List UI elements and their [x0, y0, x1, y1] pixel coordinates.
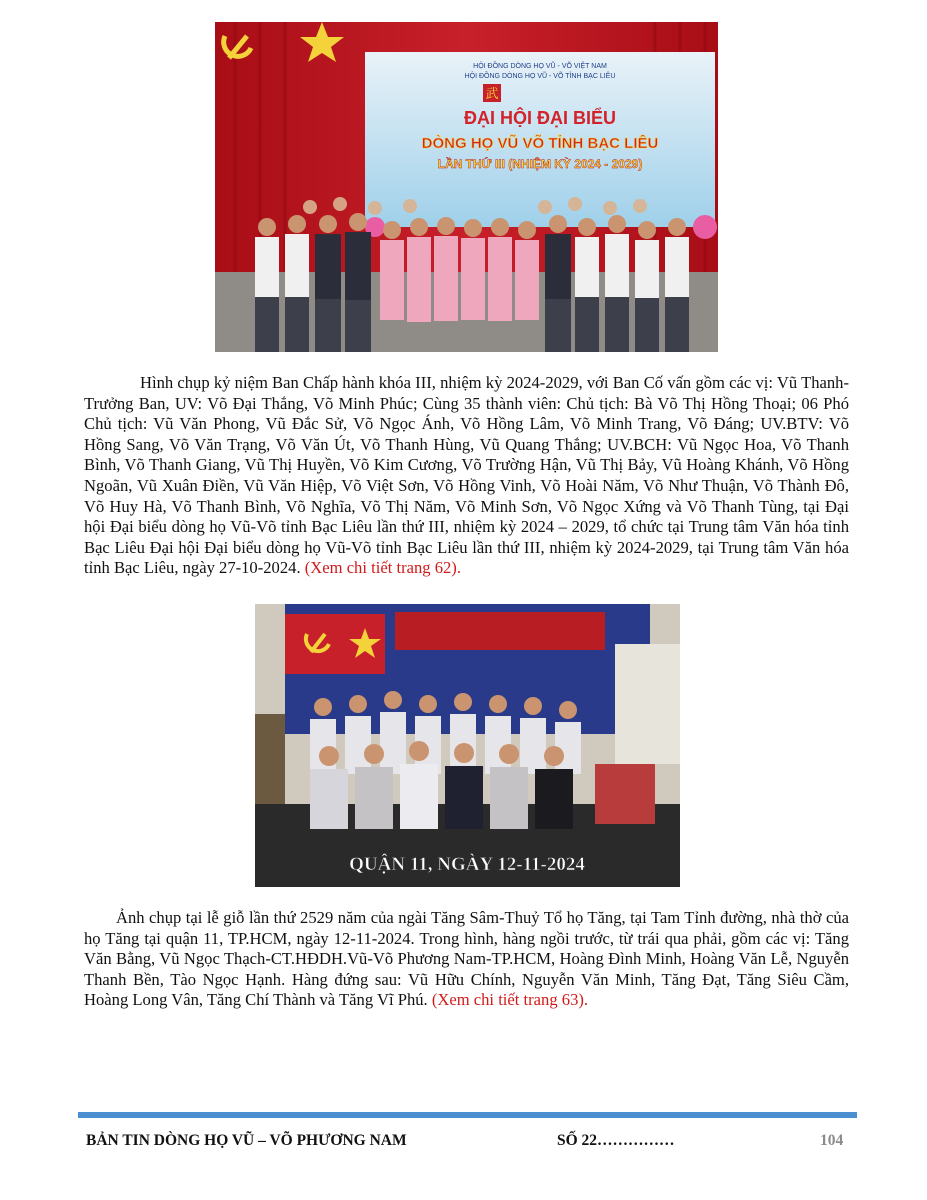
caption-text-2: Ảnh chụp tại lễ giỗ lần thứ 2529 năm của ngài Tăng Sâm-Thuỷ Tổ họ Tăng, tại Tam Tỉnh đường, nhà thờ của họ Tăng tại quận 11, TP.HCM, ngày 12-11-2024. Trong hình, hàng ngồi trước, từ trái qua phải, gồm các vị: Tăng Văn Bằng, Vũ Ngọc Thạch-CT.HĐDH.Vũ-Võ Phương Nam-TP.HCM, Hoàng Đình Minh, Hoàng Văn Lễ, Nguyễn Thanh Bền, Tào Ngọc Hạnh. Hàng đứng sau: Vũ Hữu Chính, Nguyễn Văn Minh, Tăng Đạt, Tăng Siêu Cầm, Hoàng Long Vân, Tăng Chí Thành và Tăng Vĩ Phú.	[84, 908, 849, 1010]
banner-title-2: DÒNG HỌ VŨ VÕ TỈNH BẠC LIÊU	[421, 135, 659, 152]
footer-publication-title: BẢN TIN DÒNG HỌ VŨ – VÕ PHƯƠNG NAM	[86, 1132, 407, 1149]
banner-title-1: ĐẠI HỘI ĐẠI BIỂU	[463, 108, 617, 128]
caption-paragraph-1	[84, 373, 849, 579]
banner-seal: 武	[485, 86, 499, 101]
banner-org-line1: HỘI ĐỒNG DÒNG HỌ VŨ - VÕ VIỆT NAM	[473, 63, 607, 70]
footer-divider	[78, 1112, 857, 1118]
footer-issue-number: SỐ 22……………	[557, 1132, 675, 1149]
caption-paragraph-2	[84, 908, 849, 1011]
photo-overlay-caption: QUẬN 11, NGÀY 12-11-2024	[349, 854, 585, 875]
memorial-group-photo	[255, 604, 680, 887]
page-reference-link-2[interactable]: (Xem chi tiết trang 63).	[431, 990, 589, 1010]
congress-group-photo	[215, 22, 718, 352]
page-reference-link-1[interactable]: (Xem chi tiết trang 62).	[304, 558, 461, 578]
caption-text-1: Hình chụp kỷ niệm Ban Chấp hành khóa III, nhiệm kỳ 2024-2029, với Ban Cố vấn gồm các vị: Vũ Thanh-Trưởng Ban, UV: Võ Đại Thắng, Võ Minh Phúc; Cùng 35 thành viên: Chủ tịch: Bà Võ Thị Hồng Thoại; 06 Phó Chủ tịch: Vũ Văn Phong, Vũ Đắc Sử, Võ Ngọc Ánh, Võ Hồng Lâm, Võ Minh Trang, Võ Đáng; UV.BTV: Võ Hồng Sang, Võ Văn Trạng, Võ Văn Út, Võ Thanh Hùng, Vũ Quang Thắng; UV.BCH: Vũ Ngọc Hoa, Võ Thanh Bình, Võ Thanh Giang, Vũ Thị Huyền, Võ Kim Cương, Võ Trường Hận, Vũ Thị Bảy, Vũ Hoàng Khánh, Võ Hồng Ngoãn, Vũ Xuân Điền, Vũ Văn Hiệp, Võ Việt Sơn, Võ Hồng Vinh, Võ Hoài Năm, Võ Như Thuận, Võ Thành Đô, Võ Huy Hà, Võ Thanh Bình, Võ Nghĩa, Võ Thị Năm, Võ Minh Sơn, Võ Ngọc Xứng và Võ Thanh Tùng, tại Đại hội Đại biểu dòng họ Vũ-Võ tỉnh Bạc Liêu lần thứ III, nhiệm kỳ 2024 – 2029, tổ chức tại Trung tâm Văn hóa tỉnh Bạc Liêu Đại hội Đại biểu dòng họ Vũ-Võ tỉnh Bạc Liêu lần thứ III, nhiệm kỳ 2024-2029, tại Trung tâm Văn hóa tỉnh Bạc Liêu, ngày 27-10-2024.	[84, 373, 849, 578]
footer-page-number: 104	[820, 1132, 844, 1149]
banner-title-3: LẦN THỨ III (NHIỆM KỲ 2024 - 2029)	[437, 157, 643, 171]
banner-org-line2: HỘI ĐỒNG DÒNG HỌ VŨ - VÕ TỈNH BẠC LIÊU	[464, 73, 616, 80]
